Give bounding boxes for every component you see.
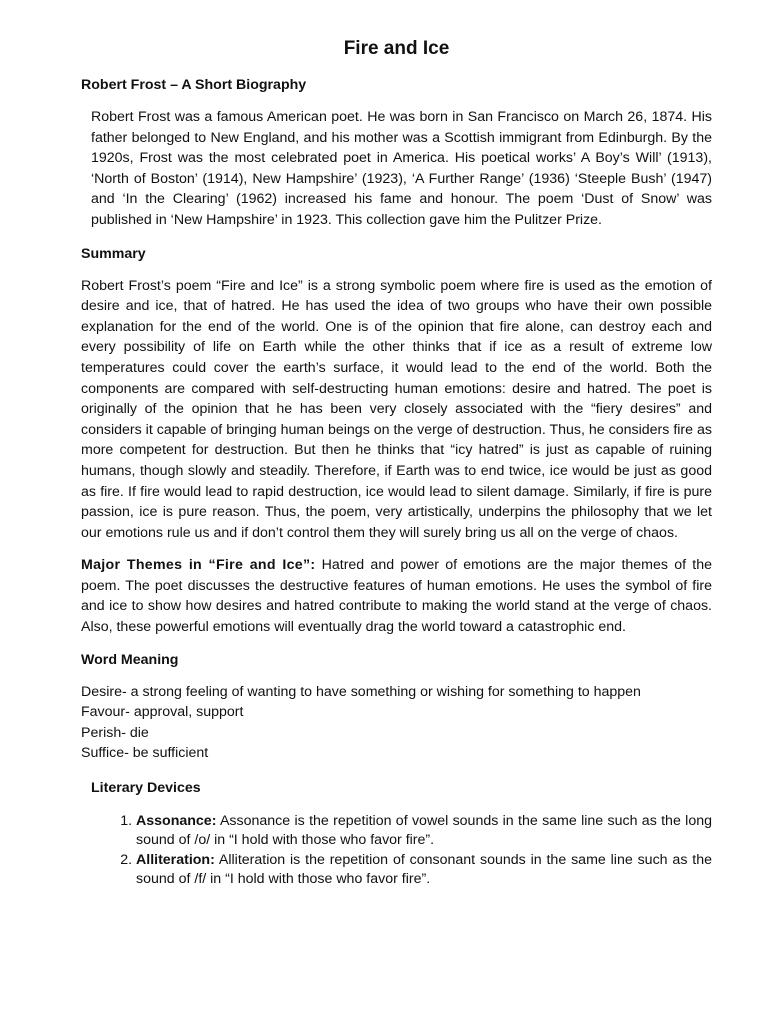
literary-device-item — [136, 851, 712, 889]
literary-device-text: Alliteration is the repetition of consonant sounds in the same line such as the sound of /f/ in “I hold with those who favor fire”. — [136, 852, 712, 888]
page-title: Fire and Ice — [343, 38, 450, 59]
word-meaning-heading: Word Meaning — [81, 651, 179, 668]
biography-heading: Robert Frost – A Short Biography — [81, 77, 307, 93]
literary-devices-heading: Literary Devices — [91, 780, 201, 797]
literary-device-term: Alliteration: — [136, 852, 215, 869]
word-meaning-item: Perish- die — [81, 724, 149, 741]
literary-devices-list — [81, 812, 712, 889]
literary-device-text: Assonance is the repetition of vowel sounds in the same line such as the long sound of /o/ in “I hold with those who favor fire”. — [136, 813, 712, 849]
word-meaning-item: Favour- approval, support — [81, 704, 244, 721]
themes-text: Hatred and power of emotions are the major themes of the poem. The poet discusses the destructive features of human emotions. He uses the symbol of fire and ice to show how desires and hatred contribute to making the world stand at the verge of chaos. Also, these powerful emotions will eventually drag the world toward a catastrophic end. — [81, 557, 712, 636]
word-meaning-item: Suffice- be sufficient — [81, 745, 209, 762]
themes-label: Major Themes in “Fire and Ice”: — [81, 557, 316, 574]
literary-device-item — [136, 812, 712, 850]
summary-heading: Summary — [81, 245, 146, 262]
word-meaning-list — [81, 682, 712, 764]
themes-paragraph — [81, 555, 712, 637]
word-meaning-item: Desire- a strong feeling of wanting to have something or wishing for something to happen — [81, 683, 641, 700]
biography-paragraph: Robert Frost was a famous American poet. He was born in San Francisco on March 26, 1874. His father belonged to New England, and his mother was a Scottish immigrant from Edinburgh. By the 1920s, Frost was the most celebrated poet in America. His poetical works’ A Boy’s Will’ (1913), ‘North of Boston’ (1914), New Hampshire’ (1923), ‘A Further Range’ (1936) ‘Steeple Bush’ (1947) and ‘In the Clearing’ (1962) increased his fame and honour. The poem ‘Dust of Snow’ was published in ‘New Hampshire’ in 1923. This collection gave him the Pulitzer Prize. — [91, 109, 712, 228]
summary-paragraph: Robert Frost’s poem “Fire and Ice” is a strong symbolic poem where fire is used as the emotion of desire and ice, that of hatred. He has used the idea of two groups who have their own possible explanation for the end of the world. One is of the opinion that fire alone, can destroy each and every possibility of life on Earth while the other thinks that if ice as a result of extreme low temperatures could cover the earth’s surface, it would lead to the end of the world. Both the components are compared with self-destructing human emotions: desire and hatred. The poet is originally of the opinion that he has been very closely associated with the “fiery desires” and considers it capable of bringing human beings on the verge of destruction. Thus, he considers fire as more competent for destruction. But then he thinks that “icy hatred” is just as capable of ruining humans, though slowly and steadily. Therefore, if Earth was to end twice, ice would be just as good as fire. If fire would lead to rapid destruction, ice would lead to silent damage. Similarly, if fire is pure passion, ice is pure reason. Thus, the poem, very artistically, underpins the philosophy that we let our emotions rule us and if don’t control them they will surely bring us all on the verge of chaos. — [81, 277, 712, 541]
literary-device-term: Assonance: — [136, 813, 217, 830]
